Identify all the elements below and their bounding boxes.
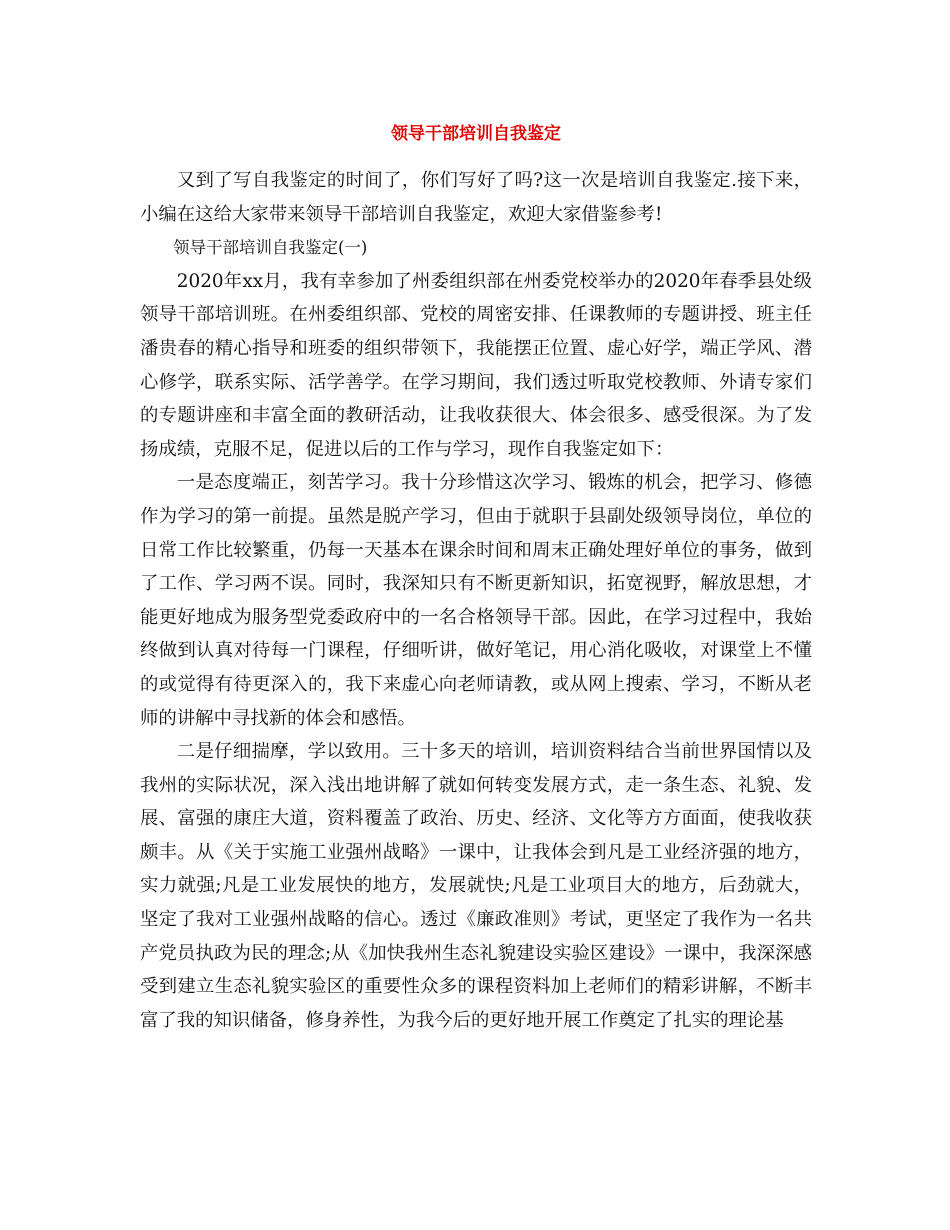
body-paragraph-1: 2020年xx月，我有幸参加了州委组织部在州委党校举办的2020年春季县处级领导干部培训班。在州委组织部、党校的周密安排、任课教师的专题讲授、班主任潘贵春的精心指导和班委的组织带领下，我能摆正位置、虚心好学，端正学风、潜心修学，联系实际、活学善学。在学习期间，我们透过听取党校教师、外请专家们的专题讲座和丰富全面的教研活动，让我收获很大、体会很多、感受很深。为了发扬成绩，克服不足，促进以后的工作与学习，现作自我鉴定如下：	[140, 270, 812, 460]
document-title: 领导干部培训自我鉴定	[391, 124, 561, 144]
document-page	[140, 120, 812, 1037]
section-heading: 领导干部培训自我鉴定(一)	[173, 238, 368, 258]
body-paragraph-3: 二是仔细揣摩，学以致用。三十多天的培训，培训资料结合当前世界国情以及我州的实际状况，深入浅出地讲解了就如何转变发展方式，走一条生态、礼貌、发展、富强的康庄大道，资料覆盖了政治、历史、经济、文化等方方面面，使我收获颇丰。从《关于实施工业强州战略》一课中，让我体会到凡是工业经济强的地方，实力就强;凡是工业发展快的地方，发展就快;凡是工业项目大的地方，后劲就大，坚定了我对工业强州战略的信心。透过《廉政准则》考试，更坚定了我作为一名共产党员执政为民的理念;从《加快我州生态礼貌建设实验区建设》一课中，我深深感受到建立生态礼貌实验区的重要性众多的课程资料加上老师们的精彩讲解，不断丰富了我的知识储备，修身养性，为我今后的更好地开展工作奠定了扎实的理论基	[140, 741, 812, 1031]
intro-paragraph: 又到了写自我鉴定的时间了，你们写好了吗?这一次是培训自我鉴定.接下来，小编在这给大家带来领导干部培训自我鉴定，欢迎大家借鉴参考!	[140, 170, 812, 225]
body-paragraph-2: 一是态度端正，刻苦学习。我十分珍惜这次学习、锻炼的机会，把学习、修德作为学习的第一前提。虽然是脱产学习，但由于就职于县副处级领导岗位，单位的日常工作比较繁重，仍每一天基本在课余时间和周末正确处理好单位的事务，做到了工作、学习两不误。同时，我深知只有不断更新知识，拓宽视野，解放思想，才能更好地成为服务型党委政府中的一名合格领导干部。因此，在学习过程中，我始终做到认真对待每一门课程，仔细听讲，做好笔记，用心消化吸收，对课堂上不懂的或觉得有待更深入的，我下来虚心向老师请教，或从网上搜索、学习，不断从老师的讲解中寻找新的体会和感悟。	[140, 472, 812, 729]
